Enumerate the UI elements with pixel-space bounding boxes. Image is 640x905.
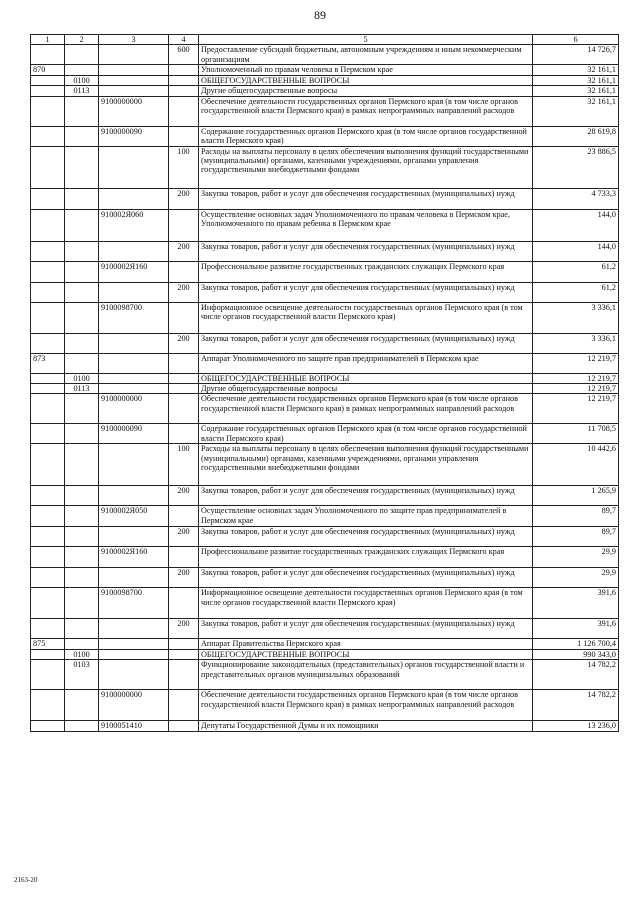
expense-type-cell: 100	[169, 444, 199, 486]
grbs-code-cell: 875	[31, 639, 65, 649]
grbs-code-cell	[31, 568, 65, 588]
section-code-cell	[65, 241, 99, 261]
expense-type-cell: 200	[169, 619, 199, 639]
amount-cell: 11 708,5	[533, 424, 619, 444]
expense-type-cell: 200	[169, 333, 199, 353]
section-code-cell	[65, 588, 99, 619]
section-code-cell	[65, 394, 99, 424]
section-code-cell	[65, 547, 99, 568]
amount-cell: 12 219,7	[533, 394, 619, 424]
grbs-code-cell	[31, 146, 65, 188]
grbs-code-cell	[31, 384, 65, 394]
table-row	[31, 639, 619, 649]
column-header: 4	[169, 35, 199, 45]
item-name-cell: Предоставление субсидий бюджетным, автономным учреждениям и иным некоммерческим организациям	[199, 45, 533, 65]
grbs-code-cell	[31, 588, 65, 619]
grbs-code-cell	[31, 126, 65, 146]
table-row	[31, 241, 619, 261]
target-code-cell: 9100002Я160	[99, 261, 169, 282]
table-row	[31, 424, 619, 444]
item-name-cell: Закупка товаров, работ и услуг для обеспечения государственных (муниципальных) нужд	[199, 486, 533, 506]
item-name-cell: Другие общегосударственные вопросы	[199, 86, 533, 96]
grbs-code-cell	[31, 241, 65, 261]
target-code-cell	[99, 86, 169, 96]
section-code-cell	[65, 261, 99, 282]
expense-type-cell: 200	[169, 282, 199, 302]
amount-cell: 3 336,1	[533, 302, 619, 333]
grbs-code-cell	[31, 45, 65, 65]
expense-type-cell: 200	[169, 568, 199, 588]
target-code-cell	[99, 65, 169, 75]
target-code-cell	[99, 649, 169, 659]
target-code-cell	[99, 353, 169, 373]
amount-cell: 14 782,2	[533, 690, 619, 721]
amount-cell: 29,9	[533, 568, 619, 588]
section-code-cell: 0100	[65, 373, 99, 383]
column-header: 3	[99, 35, 169, 45]
target-code-cell	[99, 146, 169, 188]
amount-cell: 12 219,7	[533, 353, 619, 373]
section-code-cell	[65, 424, 99, 444]
section-code-cell	[65, 619, 99, 639]
section-code-cell	[65, 209, 99, 241]
grbs-code-cell	[31, 261, 65, 282]
column-header: 5	[199, 35, 533, 45]
table-row	[31, 65, 619, 75]
item-name-cell: Расходы на выплаты персоналу в целях обеспечения выполнения функций государственными (муниципальными) органами, казенными учреждениями, органами управления государственными внебюджетными фондами	[199, 444, 533, 486]
expense-type-cell	[169, 690, 199, 721]
grbs-code-cell	[31, 424, 65, 444]
expense-type-cell	[169, 506, 199, 527]
expense-type-cell: 100	[169, 146, 199, 188]
table-row	[31, 209, 619, 241]
item-name-cell: Депутаты Государственной Думы и их помощники	[199, 721, 533, 731]
table-row	[31, 188, 619, 209]
grbs-code-cell	[31, 282, 65, 302]
section-code-cell	[65, 568, 99, 588]
table-row	[31, 86, 619, 96]
item-name-cell: Другие общегосударственные вопросы	[199, 384, 533, 394]
amount-cell: 10 442,6	[533, 444, 619, 486]
item-name-cell: Закупка товаров, работ и услуг для обеспечения государственных (муниципальных) нужд	[199, 333, 533, 353]
amount-cell: 3 336,1	[533, 333, 619, 353]
grbs-code-cell	[31, 333, 65, 353]
grbs-code-cell	[31, 86, 65, 96]
expense-type-cell	[169, 547, 199, 568]
table-row	[31, 302, 619, 333]
expense-type-cell: 600	[169, 45, 199, 65]
section-code-cell	[65, 639, 99, 649]
amount-cell: 61,2	[533, 282, 619, 302]
amount-cell: 391,6	[533, 619, 619, 639]
grbs-code-cell	[31, 649, 65, 659]
item-name-cell: Содержание государственных органов Пермского края (в том числе органов государственной власти Пермского края)	[199, 126, 533, 146]
amount-cell: 89,7	[533, 506, 619, 527]
grbs-code-cell	[31, 547, 65, 568]
target-code-cell: 9100051410	[99, 721, 169, 731]
item-name-cell: Содержание государственных органов Пермского края (в том числе органов государственной власти Пермского края)	[199, 424, 533, 444]
grbs-code-cell	[31, 444, 65, 486]
column-header: 6	[533, 35, 619, 45]
target-code-cell: 9100002Я050	[99, 506, 169, 527]
table-row	[31, 146, 619, 188]
table-row	[31, 261, 619, 282]
expense-type-cell	[169, 721, 199, 731]
table-row	[31, 649, 619, 659]
grbs-code-cell	[31, 660, 65, 690]
amount-cell: 89,7	[533, 527, 619, 547]
table-row	[31, 690, 619, 721]
item-name-cell: Расходы на выплаты персоналу в целях обеспечения выполнения функций государственными (муниципальными) органами, казенными учреждениями, органами управления государственными внебюджетными фондами	[199, 146, 533, 188]
amount-cell: 14 726,7	[533, 45, 619, 65]
expense-type-cell	[169, 353, 199, 373]
grbs-code-cell	[31, 209, 65, 241]
amount-cell: 144,0	[533, 209, 619, 241]
expense-type-cell	[169, 75, 199, 85]
target-code-cell: 9100098700	[99, 302, 169, 333]
table-row	[31, 126, 619, 146]
table-row	[31, 486, 619, 506]
table-row	[31, 721, 619, 731]
amount-cell: 990 343,0	[533, 649, 619, 659]
target-code-cell	[99, 75, 169, 85]
amount-cell: 29,9	[533, 547, 619, 568]
grbs-code-cell	[31, 302, 65, 333]
target-code-cell	[99, 639, 169, 649]
amount-cell: 4 733,3	[533, 188, 619, 209]
section-code-cell	[65, 146, 99, 188]
amount-cell: 61,2	[533, 261, 619, 282]
grbs-code-cell	[31, 619, 65, 639]
target-code-cell	[99, 45, 169, 65]
expense-type-cell: 200	[169, 241, 199, 261]
item-name-cell: Осуществление основных задач Уполномоченного по правам человека в Пермском крае, Уполномоченного по правам ребенка в Пермском крае	[199, 209, 533, 241]
table-row	[31, 394, 619, 424]
target-code-cell: 910002Я060	[99, 209, 169, 241]
target-code-cell	[99, 282, 169, 302]
section-code-cell	[65, 486, 99, 506]
table-row	[31, 75, 619, 85]
column-header: 1	[31, 35, 65, 45]
grbs-code-cell	[31, 96, 65, 126]
grbs-code-cell	[31, 721, 65, 731]
expense-type-cell	[169, 302, 199, 333]
item-name-cell: Профессиональное развитие государственных гражданских служащих Пермского края	[199, 261, 533, 282]
amount-cell: 1 265,9	[533, 486, 619, 506]
target-code-cell	[99, 486, 169, 506]
expense-type-cell	[169, 384, 199, 394]
table-row	[31, 353, 619, 373]
amount-cell: 32 161,1	[533, 96, 619, 126]
expense-type-cell	[169, 261, 199, 282]
item-name-cell: Закупка товаров, работ и услуг для обеспечения государственных (муниципальных) нужд	[199, 527, 533, 547]
table-row	[31, 444, 619, 486]
target-code-cell	[99, 188, 169, 209]
expense-type-cell	[169, 96, 199, 126]
target-code-cell: 9100000090	[99, 424, 169, 444]
expense-type-cell	[169, 394, 199, 424]
table-row	[31, 384, 619, 394]
amount-cell: 13 236,0	[533, 721, 619, 731]
section-code-cell	[65, 333, 99, 353]
target-code-cell	[99, 527, 169, 547]
item-name-cell: Обеспечение деятельности государственных органов Пермского края (в том числе органов государственной власти Пермского края) в рамках непрограммных направлений расходов	[199, 394, 533, 424]
amount-cell: 32 161,1	[533, 75, 619, 85]
amount-cell: 23 886,5	[533, 146, 619, 188]
expense-type-cell: 200	[169, 188, 199, 209]
section-code-cell: 0100	[65, 649, 99, 659]
item-name-cell: Информационное освещение деятельности государственных органов Пермского края (в том числе органов государственной власти Пермского края)	[199, 588, 533, 619]
section-code-cell	[65, 188, 99, 209]
expense-type-cell	[169, 86, 199, 96]
section-code-cell	[65, 506, 99, 527]
expense-type-cell	[169, 209, 199, 241]
expense-type-cell	[169, 588, 199, 619]
target-code-cell	[99, 619, 169, 639]
table-row	[31, 45, 619, 65]
section-code-cell: 0113	[65, 384, 99, 394]
amount-cell: 14 782,2	[533, 660, 619, 690]
item-name-cell: ОБЩЕГОСУДАРСТВЕННЫЕ ВОПРОСЫ	[199, 75, 533, 85]
expense-type-cell: 200	[169, 486, 199, 506]
target-code-cell	[99, 660, 169, 690]
expense-type-cell	[169, 373, 199, 383]
item-name-cell: Информационное освещение деятельности государственных органов Пермского края (в том числе органов государственной власти Пермского края)	[199, 302, 533, 333]
section-code-cell: 0113	[65, 86, 99, 96]
item-name-cell: Закупка товаров, работ и услуг для обеспечения государственных (муниципальных) нужд	[199, 188, 533, 209]
target-code-cell: 9100000000	[99, 96, 169, 126]
target-code-cell	[99, 568, 169, 588]
item-name-cell: Уполномоченный по правам человека в Пермском крае	[199, 65, 533, 75]
grbs-code-cell	[31, 690, 65, 721]
item-name-cell: Аппарат Уполномоченного по защите прав предпринимателей в Пермском крае	[199, 353, 533, 373]
budget-table	[30, 34, 619, 732]
table-row	[31, 282, 619, 302]
section-code-cell: 0103	[65, 660, 99, 690]
section-code-cell: 0100	[65, 75, 99, 85]
section-code-cell	[65, 96, 99, 126]
table-row	[31, 547, 619, 568]
expense-type-cell	[169, 424, 199, 444]
amount-cell: 28 619,8	[533, 126, 619, 146]
item-name-cell: Аппарат Правительства Пермского края	[199, 639, 533, 649]
amount-cell: 391,6	[533, 588, 619, 619]
column-header: 2	[65, 35, 99, 45]
target-code-cell: 9100002Я160	[99, 547, 169, 568]
table-row	[31, 96, 619, 126]
table-row	[31, 506, 619, 527]
section-code-cell	[65, 45, 99, 65]
item-name-cell: Профессиональное развитие государственных гражданских служащих Пермского края	[199, 547, 533, 568]
section-code-cell	[65, 527, 99, 547]
item-name-cell: Обеспечение деятельности государственных органов Пермского края (в том числе органов государственной власти Пермского края) в рамках непрограммных направлений расходов	[199, 690, 533, 721]
item-name-cell: Закупка товаров, работ и услуг для обеспечения государственных (муниципальных) нужд	[199, 619, 533, 639]
target-code-cell	[99, 384, 169, 394]
grbs-code-cell: 870	[31, 65, 65, 75]
item-name-cell: Обеспечение деятельности государственных органов Пермского края (в том числе органов государственной власти Пермского края) в рамках непрограммных направлений расходов	[199, 96, 533, 126]
target-code-cell	[99, 373, 169, 383]
item-name-cell: ОБЩЕГОСУДАРСТВЕННЫЕ ВОПРОСЫ	[199, 649, 533, 659]
table-row	[31, 568, 619, 588]
section-code-cell	[65, 282, 99, 302]
amount-cell: 144,0	[533, 241, 619, 261]
target-code-cell: 9100098700	[99, 588, 169, 619]
expense-type-cell	[169, 649, 199, 659]
section-code-cell	[65, 65, 99, 75]
item-name-cell: Закупка товаров, работ и услуг для обеспечения государственных (муниципальных) нужд	[199, 282, 533, 302]
grbs-code-cell	[31, 188, 65, 209]
grbs-code-cell	[31, 527, 65, 547]
grbs-code-cell	[31, 486, 65, 506]
grbs-code-cell	[31, 373, 65, 383]
target-code-cell: 9100000090	[99, 126, 169, 146]
table-row	[31, 527, 619, 547]
item-name-cell: ОБЩЕГОСУДАРСТВЕННЫЕ ВОПРОСЫ	[199, 373, 533, 383]
section-code-cell	[65, 302, 99, 333]
expense-type-cell	[169, 65, 199, 75]
item-name-cell: Функционирование законодательных (представительных) органов государственной власти и представительных органов муниципальных образований	[199, 660, 533, 690]
amount-cell: 32 161,1	[533, 86, 619, 96]
grbs-code-cell: 873	[31, 353, 65, 373]
target-code-cell	[99, 241, 169, 261]
target-code-cell	[99, 333, 169, 353]
section-code-cell	[65, 721, 99, 731]
page-number: 89	[314, 8, 326, 22]
table-row	[31, 660, 619, 690]
document-code: 2163-20	[14, 876, 38, 884]
table-row	[31, 588, 619, 619]
section-code-cell	[65, 353, 99, 373]
amount-cell: 32 161,1	[533, 65, 619, 75]
table-row	[31, 333, 619, 353]
grbs-code-cell	[31, 506, 65, 527]
item-name-cell: Закупка товаров, работ и услуг для обеспечения государственных (муниципальных) нужд	[199, 568, 533, 588]
table-row	[31, 619, 619, 639]
item-name-cell: Осуществление основных задач Уполномоченного по защите прав предпринимателей в Пермском крае	[199, 506, 533, 527]
expense-type-cell: 200	[169, 527, 199, 547]
amount-cell: 1 126 700,4	[533, 639, 619, 649]
table-header-row	[31, 35, 619, 45]
amount-cell: 12 219,7	[533, 373, 619, 383]
section-code-cell	[65, 690, 99, 721]
target-code-cell: 9100000000	[99, 690, 169, 721]
grbs-code-cell	[31, 394, 65, 424]
expense-type-cell	[169, 660, 199, 690]
target-code-cell: 9100000000	[99, 394, 169, 424]
target-code-cell	[99, 444, 169, 486]
expense-type-cell	[169, 639, 199, 649]
expense-type-cell	[169, 126, 199, 146]
grbs-code-cell	[31, 75, 65, 85]
section-code-cell	[65, 126, 99, 146]
table-row	[31, 373, 619, 383]
section-code-cell	[65, 444, 99, 486]
item-name-cell: Закупка товаров, работ и услуг для обеспечения государственных (муниципальных) нужд	[199, 241, 533, 261]
amount-cell: 12 219,7	[533, 384, 619, 394]
